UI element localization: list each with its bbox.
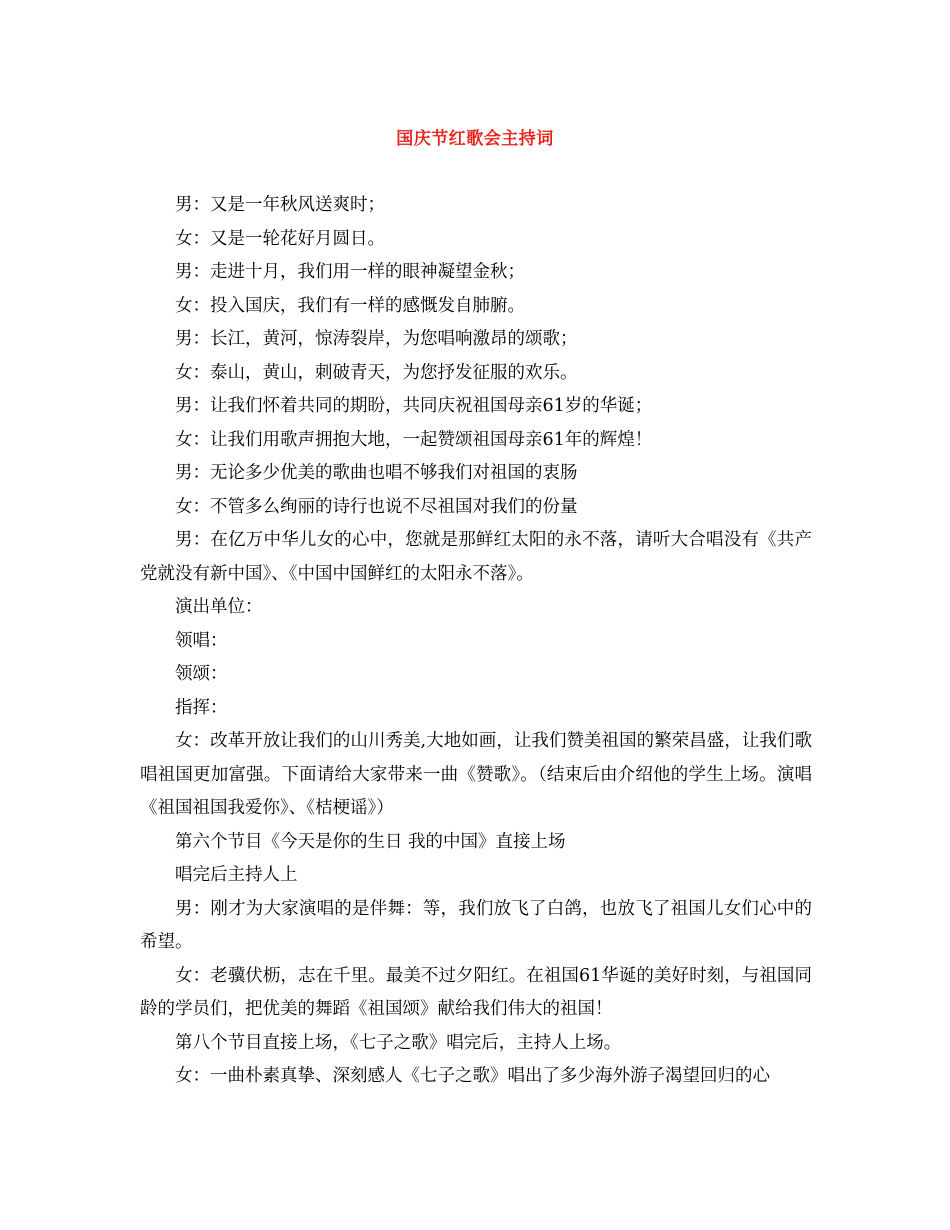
paragraph: 第八个节目直接上场，《七子之歌》唱完后，主持人上场。 (175, 1032, 622, 1053)
paragraph: 男：长江，黄河，惊涛裂岸，为您唱响激昂的颂歌； (175, 329, 578, 349)
paragraph: 男：让我们怀着共同的期盼，共同庆祝祖国母亲61岁的华诞； (175, 396, 653, 416)
document-title: 国庆节红歌会主持词 (396, 129, 554, 149)
paragraph: 女：老骥伏枥，志在千里。最美不过夕阳红。在祖国61华诞的美好时刻，与祖国同龄的学员们，把优美的舞蹈《祖国颂》献给我们伟大的祖国！ (140, 965, 812, 1019)
paragraph: 领唱： (175, 630, 228, 651)
paragraph: 男：刚才为大家演唱的是伴舞：等，我们放飞了白鸽，也放飞了祖国儿女们心中的希望。 (140, 898, 812, 952)
paragraph: 指挥： (175, 697, 228, 718)
paragraph: 女：不管多么绚丽的诗行也说不尽祖国对我们的份量 (175, 496, 578, 517)
paragraph: 男：无论多少优美的歌曲也唱不够我们对祖国的衷肠 (175, 463, 578, 483)
paragraph: 演出单位： (175, 597, 263, 617)
paragraph: 女：让我们用歌声拥抱大地，一起赞颂祖国母亲61年的辉煌！ (175, 429, 653, 450)
paragraph: 唱完后主持人上 (175, 865, 298, 885)
paragraph: 女：投入国庆，我们有一样的感慨发自肺腑。 (175, 295, 525, 316)
paragraph: 男：走进十月，我们用一样的眼神凝望金秋； (175, 262, 525, 282)
paragraph: 男：在亿万中华儿女的心中，您就是那鲜红太阳的永不落，请听大合唱没有《共产党就没有新中国》、《中国中国鲜红的太阳永不落》。 (140, 530, 812, 584)
paragraph: 女：又是一轮花好月圆日。 (175, 228, 385, 249)
paragraph: 女：一曲朴素真挚、深刻感人《七子之歌》唱出了多少海外游子渴望回归的心 (175, 1066, 770, 1086)
paragraph: 领颂： (175, 664, 228, 684)
paragraph: 女：改革开放让我们的山川秀美,大地如画，让我们赞美祖国的繁荣昌盛，让我们歌唱祖国更加富强。下面请给大家带来一曲《赞歌》。（结束后由介绍他的学生上场。演唱《祖国祖国我爱你》、《桔梗谣》） (140, 731, 812, 818)
paragraph: 男：又是一年秋风送爽时； (175, 195, 385, 215)
document-body (140, 189, 812, 1094)
paragraph: 第六个节目《今天是你的生日 我的中国》直接上场 (175, 831, 566, 852)
paragraph: 女：泰山，黄山，刺破青天，为您抒发征服的欢乐。 (175, 362, 578, 383)
